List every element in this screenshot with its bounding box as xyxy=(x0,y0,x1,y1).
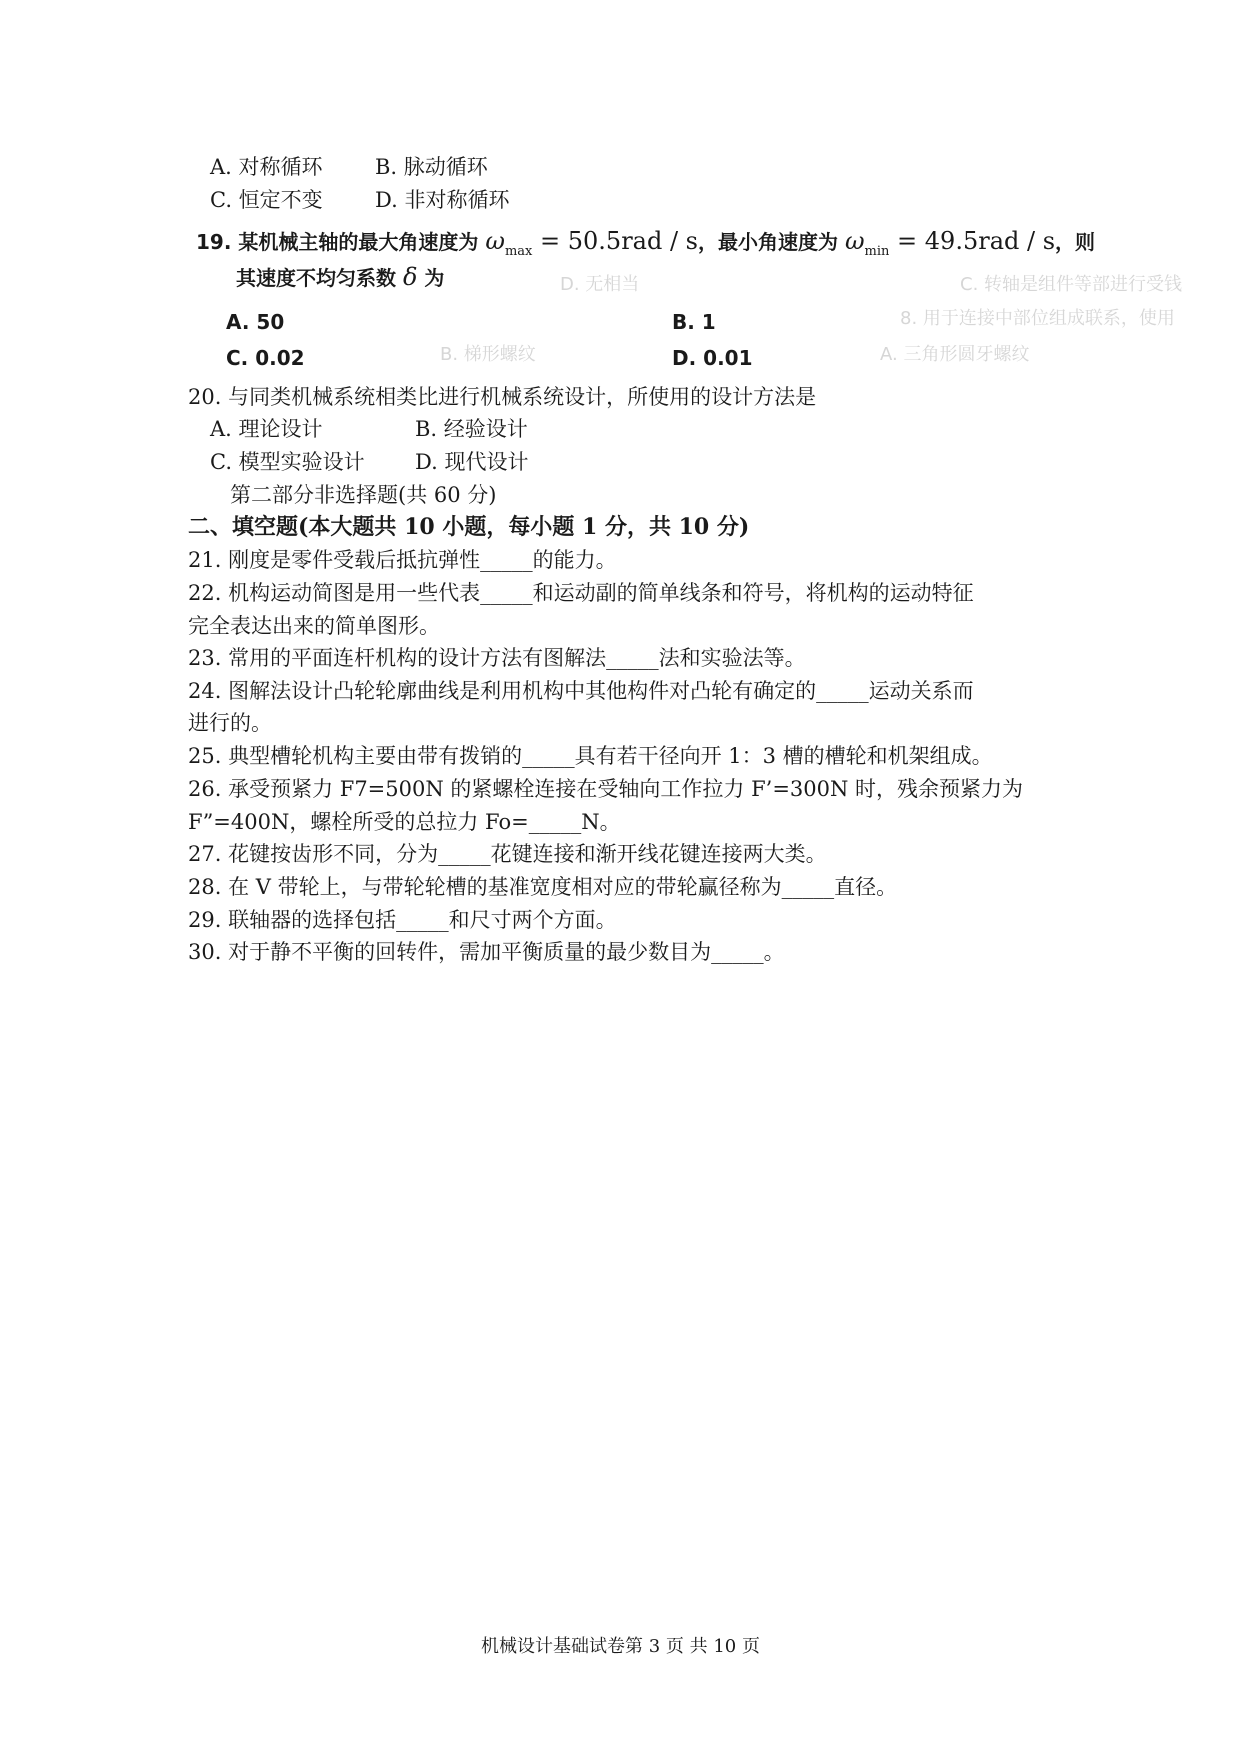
question-26-line1: 26. 承受预紧力 F7=500N 的紧螺栓连接在受轴向工作拉力 F’=300N 时，残余预紧力为 xyxy=(188,777,1024,801)
q19-suffix: ，则 xyxy=(1055,230,1096,254)
q18-option-d: D. 非对称循环 xyxy=(375,188,510,212)
question-24-line2: 进行的。 xyxy=(188,711,272,735)
q18-option-c: C. 恒定不变 xyxy=(210,188,323,212)
q19-option-c: C. 0.02 xyxy=(226,346,305,370)
section-heading: 二、填空题(本大题共 10 小题，每小题 1 分，共 10 分) xyxy=(188,514,750,540)
q19-options-row2 xyxy=(226,343,753,373)
question-30: 30. 对于静不平衡的回转件，需加平衡质量的最少数目为_____。 xyxy=(188,940,785,964)
q20-options-row1 xyxy=(210,414,528,444)
q19-option-a: A. 50 xyxy=(226,310,285,334)
question-22-line1: 22. 机构运动简图是用一些代表_____和运动副的简单线条和符号，将机构的运动特征 xyxy=(188,581,974,605)
part2-title: 第二部分非选择题(共 60 分) xyxy=(230,483,497,507)
q19-options-row1 xyxy=(226,307,716,337)
question-28: 28. 在 V 带轮上，与带轮轮槽的基准宽度相对应的带轮赢径称为_____直径。 xyxy=(188,875,898,899)
bleed-through-text-5: B. 梯形螺纹 xyxy=(440,344,536,365)
question-21: 21. 刚度是零件受载后抵抗弹性_____的能力。 xyxy=(188,548,617,572)
q18-options-row1 xyxy=(210,152,488,182)
q18-option-b: B. 脉动循环 xyxy=(375,155,488,179)
q20-option-a: A. 理论设计 xyxy=(210,417,323,441)
question-22-line2: 完全表达出来的简单图形。 xyxy=(188,614,440,638)
q19-omega-max: $\omega_{max} = 50.5rad / s$ xyxy=(485,227,698,259)
question-23: 23. 常用的平面连杆机构的设计方法有图解法_____法和实验法等。 xyxy=(188,646,806,670)
q19-prefix: 19. 某机械主轴的最大角速度为 xyxy=(196,230,479,254)
page-footer: 机械设计基础试卷第 3 页 共 10 页 xyxy=(481,1636,760,1657)
q19-middle: ，最小角速度为 xyxy=(698,230,838,254)
q19-option-d: D. 0.01 xyxy=(672,346,753,370)
bleed-through-text-3: 8. 用于连接中部位组成联系，使用 xyxy=(900,308,1175,329)
q20-stem: 20. 与同类机械系统相类比进行机械系统设计，所使用的设计方法是 xyxy=(188,385,817,409)
q18-options-row2 xyxy=(210,185,509,215)
q18-option-a: A. 对称循环 xyxy=(210,155,323,179)
bleed-through-text-4: A. 三角形圆牙螺纹 xyxy=(880,344,1030,365)
q20-option-c: C. 模型实验设计 xyxy=(210,450,365,474)
q19-delta: δ xyxy=(402,263,418,291)
q20-options-row2 xyxy=(210,447,528,477)
bleed-through-text-1: C. 转轴是组件等部进行受钱 xyxy=(960,274,1183,295)
q19-stem-line1 xyxy=(196,226,1095,267)
question-24-line1: 24. 图解法设计凸轮轮廓曲线是利用机构中其他构件对凸轮有确定的_____运动关系而 xyxy=(188,679,974,703)
q19-omega-min: $\omega_{min} = 49.5rad / s$ xyxy=(844,227,1056,259)
question-26-line2: F”=400N，螺栓所受的总拉力 Fo=_____N。 xyxy=(188,810,621,834)
q20-option-b: B. 经验设计 xyxy=(415,417,528,441)
q19-stem-line2: 其速度不均匀系数 δ 为 xyxy=(236,263,445,291)
question-25: 25. 典型槽轮机构主要由带有拨销的_____具有若干径向开 1：3 槽的槽轮和机架组成。 xyxy=(188,744,993,768)
q19-option-b: B. 1 xyxy=(672,310,716,334)
bleed-through-text-2: D. 无相当 xyxy=(560,274,640,295)
question-29: 29. 联轴器的选择包括_____和尺寸两个方面。 xyxy=(188,908,617,932)
q20-option-d: D. 现代设计 xyxy=(415,450,529,474)
question-27: 27. 花键按齿形不同，分为_____花键连接和渐开线花键连接两大类。 xyxy=(188,842,827,866)
